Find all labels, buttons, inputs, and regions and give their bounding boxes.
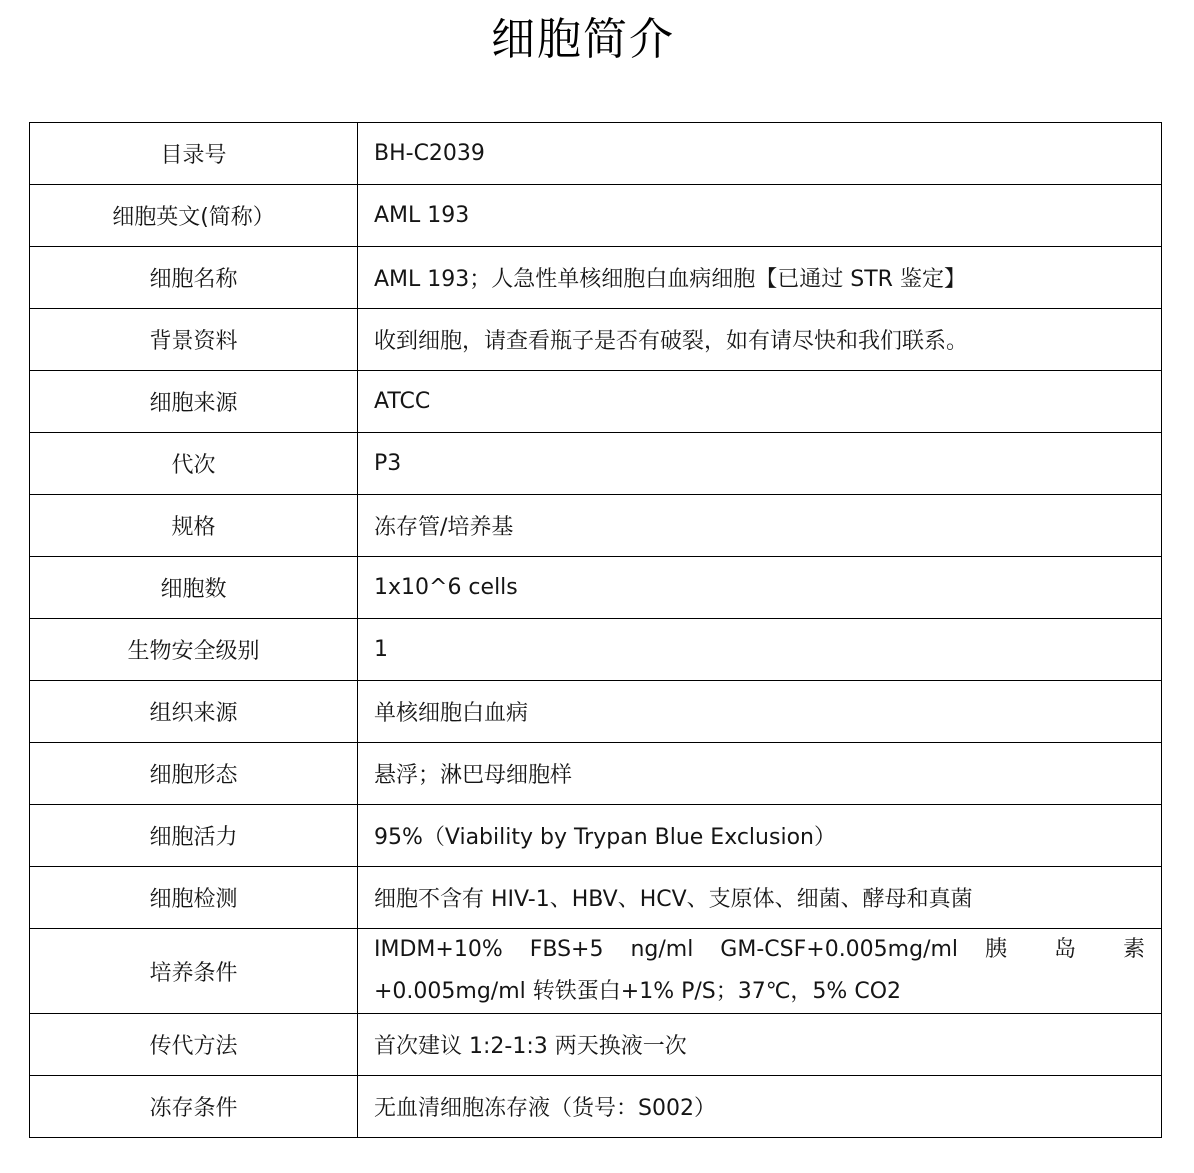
table-row-specification [30, 495, 1162, 557]
table-row-subculture-method [30, 1014, 1162, 1076]
row-value: 无血清细胞冻存液（货号：S002） [358, 1076, 1162, 1138]
row-value: 冻存管/培养基 [358, 495, 1162, 557]
row-value: 单核细胞白血病 [358, 681, 1162, 743]
row-label: 生物安全级别 [30, 619, 358, 681]
row-label: 细胞形态 [30, 743, 358, 805]
row-label: 目录号 [30, 123, 358, 185]
row-value: 95%（Viability by Trypan Blue Exclusion） [358, 805, 1162, 867]
row-label: 组织来源 [30, 681, 358, 743]
row-label: 细胞活力 [30, 805, 358, 867]
row-value: AML 193；人急性单核细胞白血病细胞【已通过 STR 鉴定】 [358, 247, 1162, 309]
page-title: 细胞简介 [491, 14, 675, 65]
row-label: 细胞检测 [30, 867, 358, 929]
row-label: 代次 [30, 433, 358, 495]
table-row-viability [30, 805, 1162, 867]
cell-info-table [29, 122, 1162, 1138]
table-row-morphology [30, 743, 1162, 805]
row-value: ATCC [358, 371, 1162, 433]
table-row-tissue-source [30, 681, 1162, 743]
table-row-culture-conditions [30, 929, 1162, 1014]
row-value: 细胞不含有 HIV-1、HBV、HCV、支原体、细菌、酵母和真菌 [358, 867, 1162, 929]
table-row-english-name [30, 185, 1162, 247]
table-row-catalog-number [30, 123, 1162, 185]
row-value: 1 [358, 619, 1162, 681]
row-value-line-1: IMDM+10% FBS+5 ng/ml GM-CSF+0.005mg/ml 胰 岛 素 [374, 937, 1145, 962]
row-value: BH-C2039 [358, 123, 1162, 185]
row-value: AML 193 [358, 185, 1162, 247]
row-value [358, 929, 1162, 1014]
row-value-line-2: +0.005mg/ml 转铁蛋白+1% P/S；37℃，5% CO2 [374, 979, 902, 1004]
row-label: 培养条件 [30, 929, 358, 1014]
row-value: 收到细胞，请查看瓶子是否有破裂，如有请尽快和我们联系。 [358, 309, 1162, 371]
row-label: 规格 [30, 495, 358, 557]
table-row-testing [30, 867, 1162, 929]
table-row-source [30, 371, 1162, 433]
table-row-cell-name [30, 247, 1162, 309]
row-label: 细胞数 [30, 557, 358, 619]
row-label: 细胞来源 [30, 371, 358, 433]
row-value: P3 [358, 433, 1162, 495]
row-value: 1x10^6 cells [358, 557, 1162, 619]
table-row-background [30, 309, 1162, 371]
row-label: 背景资料 [30, 309, 358, 371]
row-value: 悬浮；淋巴母细胞样 [358, 743, 1162, 805]
table-row-passage [30, 433, 1162, 495]
row-label: 传代方法 [30, 1014, 358, 1076]
table-row-cell-count [30, 557, 1162, 619]
row-value: 首次建议 1:2-1:3 两天换液一次 [358, 1014, 1162, 1076]
table-row-biosafety-level [30, 619, 1162, 681]
table-row-freezing-conditions [30, 1076, 1162, 1138]
row-label: 冻存条件 [30, 1076, 358, 1138]
row-label: 细胞英文(简称） [30, 185, 358, 247]
row-label: 细胞名称 [30, 247, 358, 309]
